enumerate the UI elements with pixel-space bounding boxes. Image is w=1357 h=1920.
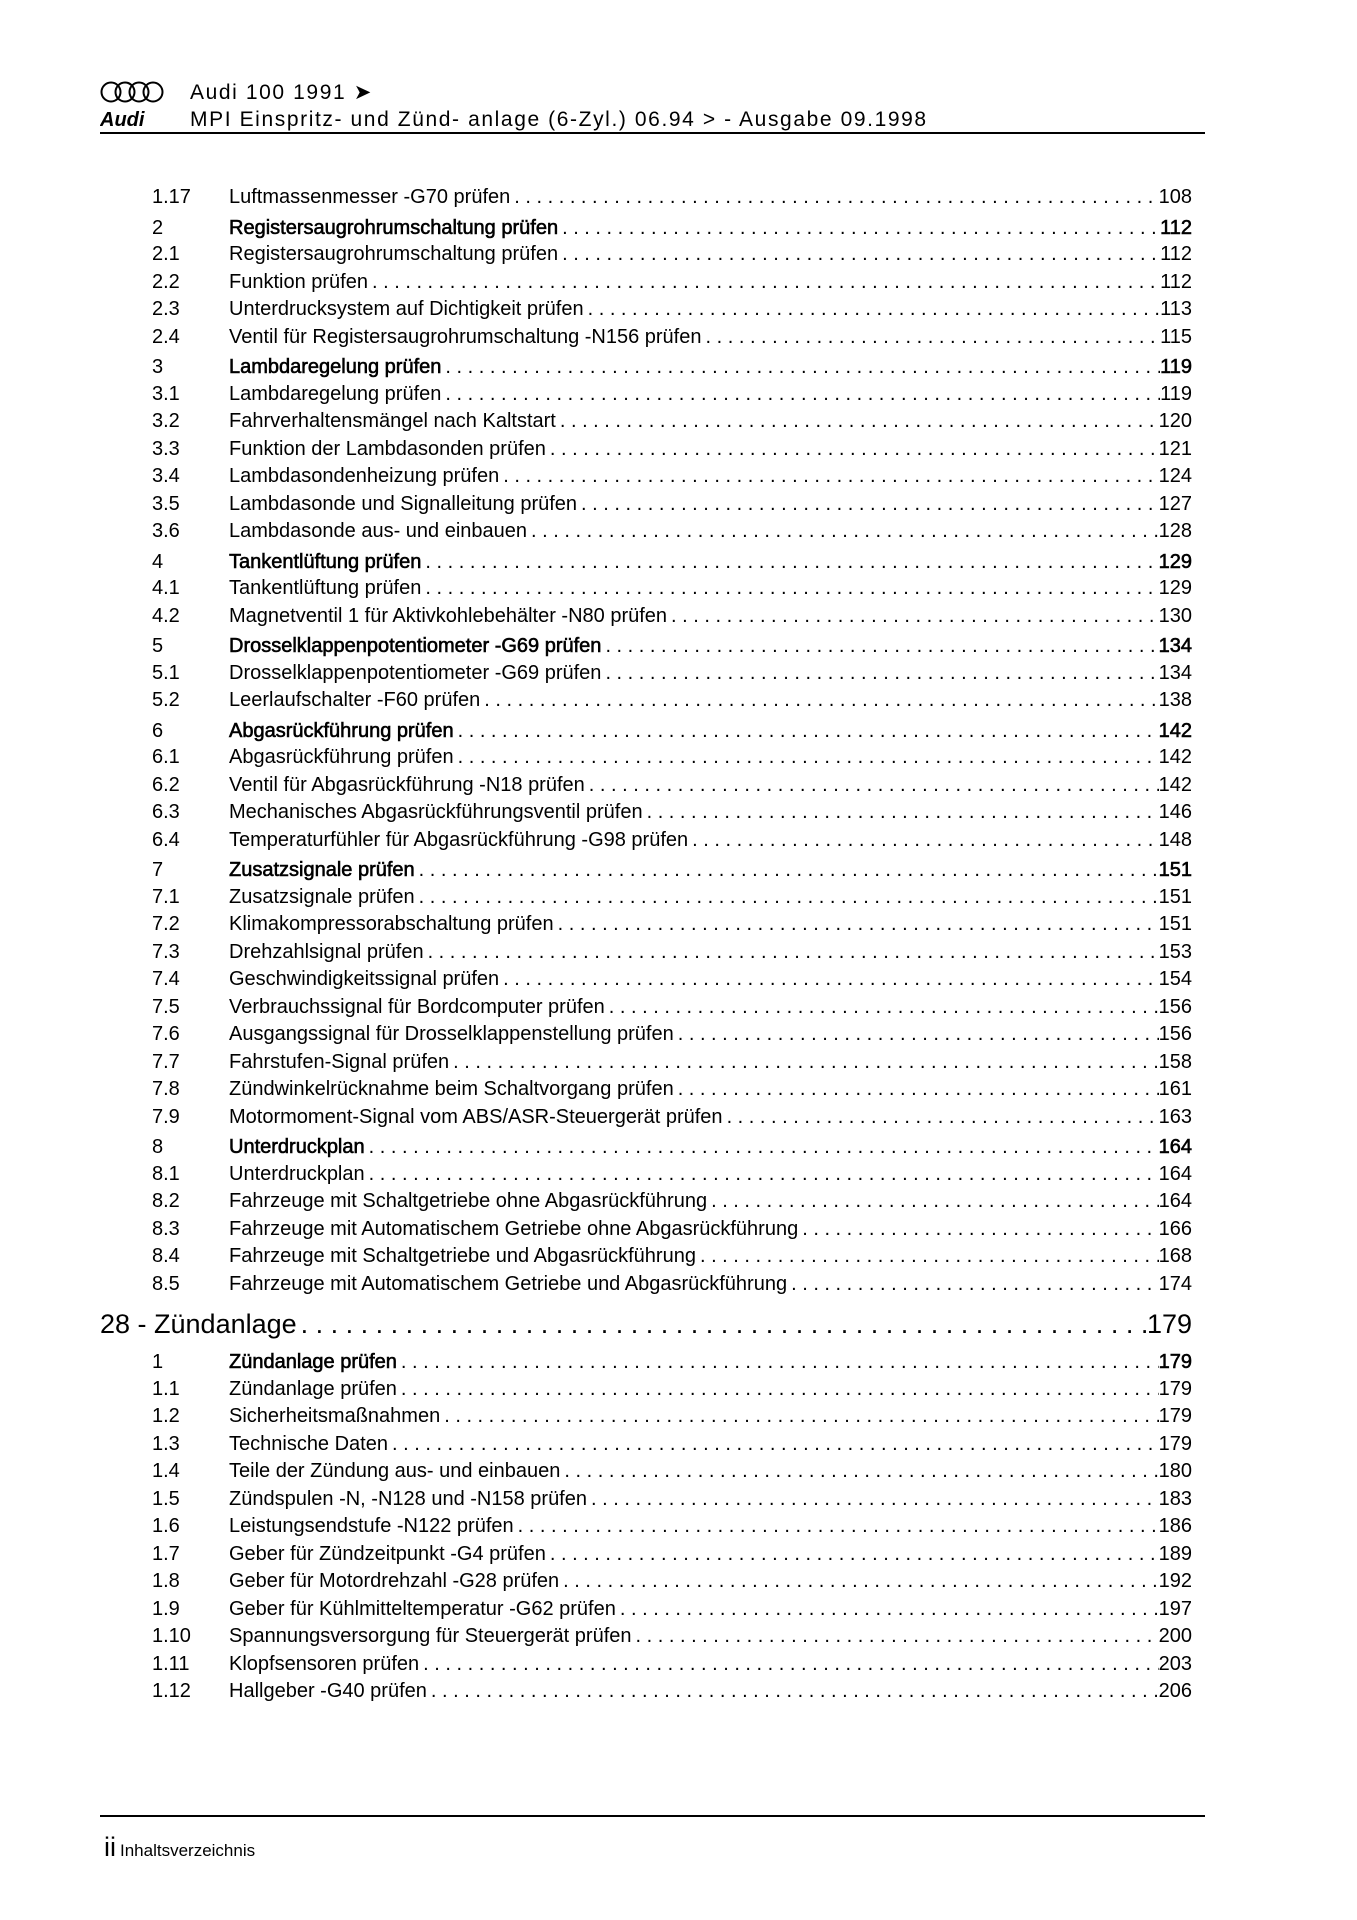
toc-dot-leader bbox=[301, 1298, 1147, 1350]
toc-dot-leader bbox=[503, 966, 1158, 994]
toc-dot-leader bbox=[425, 575, 1158, 603]
toc-dot-leader bbox=[563, 1568, 1158, 1596]
toc-number: 7.8 bbox=[152, 1078, 180, 1100]
toc-dot-leader bbox=[671, 603, 1159, 631]
toc-page-number: 115 bbox=[1160, 325, 1192, 348]
toc-number: 4.2 bbox=[152, 604, 180, 627]
toc-dot-leader bbox=[550, 1541, 1159, 1569]
toc-title: Motormoment-Signal vom ABS/ASR-Steuergerät prüfen bbox=[229, 1105, 723, 1128]
toc-dot-leader bbox=[392, 1431, 1159, 1459]
toc-dot-leader bbox=[636, 1623, 1159, 1651]
toc-number: 2.3 bbox=[152, 298, 180, 320]
toc-dot-leader bbox=[700, 1243, 1159, 1271]
toc-row[interactable] bbox=[152, 1403, 1192, 1431]
toc-page-number: 151 bbox=[1158, 885, 1192, 908]
toc-title: Fahrstufen-Signal prüfen bbox=[229, 1050, 450, 1073]
toc-row[interactable] bbox=[152, 1021, 1192, 1049]
toc-dot-leader bbox=[453, 1049, 1158, 1077]
toc-title: Geber für Zündzeitpunkt -G4 prüfen bbox=[229, 1542, 546, 1565]
toc-page-number: 146 bbox=[1158, 801, 1192, 823]
toc-dot-leader bbox=[425, 546, 1158, 578]
toc-number: 3.3 bbox=[152, 437, 180, 460]
toc-row[interactable] bbox=[152, 994, 1192, 1022]
toc-dot-leader bbox=[428, 939, 1159, 967]
toc-number: 1.3 bbox=[152, 1432, 180, 1455]
toc-number: 7.5 bbox=[152, 995, 180, 1018]
toc-section-row[interactable] bbox=[152, 1131, 1192, 1161]
toc-title: Lambdaregelung prüfen bbox=[229, 382, 442, 405]
toc-dot-leader bbox=[419, 854, 1159, 886]
toc-title: Lambdasonde aus- und einbauen bbox=[229, 520, 528, 542]
toc-title: Geber für Kühlmitteltemperatur -G62 prüfen bbox=[229, 1597, 616, 1620]
toc-number: 5 bbox=[152, 635, 164, 657]
toc-dot-leader bbox=[484, 687, 1158, 715]
toc-number: 7.2 bbox=[152, 913, 180, 935]
toc-number: 8.1 bbox=[152, 1162, 180, 1185]
toc-chapter[interactable] bbox=[100, 1298, 1192, 1346]
toc-number: 4.1 bbox=[152, 577, 180, 599]
toc-page-number: 158 bbox=[1158, 1050, 1192, 1073]
toc-title: Funktion prüfen bbox=[229, 270, 368, 293]
toc-title: 28 - Zündanlage bbox=[100, 1309, 297, 1339]
toc-dot-leader bbox=[620, 1596, 1159, 1624]
toc-title: Ausgangssignal für Drosselklappenstellung prüfen bbox=[229, 1023, 674, 1045]
toc-section-row[interactable] bbox=[152, 212, 1192, 242]
toc-page-number: 134 bbox=[1158, 661, 1192, 684]
toc-dot-leader bbox=[419, 884, 1159, 912]
toc-dot-leader bbox=[518, 1513, 1159, 1541]
toc-row[interactable] bbox=[152, 884, 1192, 912]
toc-number: 3.6 bbox=[152, 520, 180, 542]
toc-row[interactable] bbox=[152, 491, 1192, 519]
toc-page-number: 134 bbox=[1158, 635, 1192, 657]
toc-number: 2.4 bbox=[152, 325, 180, 348]
toc-page-number: 142 bbox=[1158, 746, 1192, 768]
toc-page-number: 203 bbox=[1158, 1652, 1192, 1675]
toc-page-number: 153 bbox=[1158, 940, 1192, 963]
toc-row[interactable] bbox=[152, 1431, 1192, 1459]
toc-title: Registersaugrohrumschaltung prüfen bbox=[229, 216, 559, 239]
toc-title: Fahrzeuge mit Schaltgetriebe ohne Abgasrückführung bbox=[229, 1190, 708, 1212]
toc-page-number: 119 bbox=[1160, 382, 1192, 405]
toc-number: 7.3 bbox=[152, 940, 180, 963]
toc-row[interactable] bbox=[152, 772, 1192, 800]
toc-row[interactable] bbox=[152, 1513, 1192, 1541]
toc-row[interactable] bbox=[152, 296, 1192, 324]
toc-title: Lambdasondenheizung prüfen bbox=[229, 465, 500, 487]
toc-dot-leader bbox=[588, 296, 1161, 324]
toc-page-number: 151 bbox=[1158, 913, 1192, 935]
toc-dot-leader bbox=[369, 1131, 1159, 1163]
toc-title: Unterdrucksystem auf Dichtigkeit prüfen bbox=[229, 298, 584, 320]
toc-row[interactable] bbox=[152, 827, 1192, 855]
toc-title: Zusatzsignale prüfen bbox=[229, 885, 415, 908]
toc-dot-leader bbox=[458, 744, 1159, 772]
toc-dot-leader bbox=[711, 1188, 1159, 1216]
toc-number: 2.2 bbox=[152, 270, 180, 293]
toc-page-number: 129 bbox=[1158, 550, 1192, 573]
toc-title: Lambdasonde und Signalleitung prüfen bbox=[229, 492, 578, 515]
toc-title: Fahrzeuge mit Automatischem Getriebe ohne Abgasrückführung bbox=[229, 1217, 799, 1240]
toc-page-number: 206 bbox=[1158, 1680, 1192, 1702]
toc-page-number: 112 bbox=[1160, 216, 1192, 239]
toc-title: Klimakompressorabschaltung prüfen bbox=[229, 913, 554, 935]
toc-dot-leader bbox=[401, 1346, 1159, 1378]
toc-title: Fahrzeuge mit Automatischem Getriebe und Abgasrückführung bbox=[229, 1272, 788, 1295]
toc-page-number: 112 bbox=[1160, 243, 1192, 265]
toc-section-row[interactable] bbox=[152, 630, 1192, 660]
toc-number: 2 bbox=[152, 216, 164, 239]
toc-row[interactable] bbox=[152, 1076, 1192, 1104]
toc-page-number: 121 bbox=[1158, 437, 1192, 460]
toc-page-number: 119 bbox=[1160, 356, 1192, 378]
toc-page-number: 179 bbox=[1146, 1309, 1192, 1339]
toc-page-number: 142 bbox=[1158, 719, 1192, 742]
toc-page-number: 127 bbox=[1158, 492, 1192, 515]
toc-number: 8.3 bbox=[152, 1217, 180, 1240]
toc-dot-leader bbox=[605, 630, 1158, 662]
toc-dot-leader bbox=[514, 184, 1158, 212]
toc-row[interactable] bbox=[152, 1568, 1192, 1596]
toc-number: 3.4 bbox=[152, 465, 180, 487]
toc-number: 1.11 bbox=[152, 1652, 190, 1675]
toc-page-number: 154 bbox=[1158, 968, 1192, 990]
toc-page-number: 151 bbox=[1158, 859, 1192, 881]
toc-title: Zündanlage prüfen bbox=[229, 1351, 397, 1373]
toc-section-row[interactable] bbox=[152, 1346, 1192, 1376]
toc-row[interactable] bbox=[152, 463, 1192, 491]
toc-dot-leader bbox=[791, 1271, 1159, 1299]
toc-dot-leader bbox=[609, 994, 1159, 1022]
toc-page-number: 113 bbox=[1160, 298, 1192, 320]
toc-row[interactable] bbox=[152, 799, 1192, 827]
toc-dot-leader bbox=[531, 518, 1159, 546]
toc-row[interactable] bbox=[152, 1486, 1192, 1514]
toc-title: Fahrzeuge mit Schaltgetriebe und Abgasrückführung bbox=[229, 1245, 696, 1267]
toc-page-number: 128 bbox=[1158, 520, 1192, 542]
toc-dot-leader bbox=[605, 660, 1158, 688]
toc-number: 3 bbox=[152, 356, 164, 378]
toc-page-number: 166 bbox=[1158, 1217, 1192, 1240]
toc-row[interactable] bbox=[152, 269, 1192, 297]
toc-dot-leader bbox=[445, 381, 1160, 409]
toc-section-row[interactable] bbox=[152, 715, 1192, 745]
toc-dot-leader bbox=[562, 241, 1160, 269]
toc-row[interactable] bbox=[152, 1541, 1192, 1569]
toc-row[interactable] bbox=[152, 241, 1192, 269]
toc-number: 1.8 bbox=[152, 1570, 180, 1592]
toc-number: 7.4 bbox=[152, 968, 180, 990]
toc-title: Ventil für Abgasrückführung -N18 prüfen bbox=[229, 773, 585, 796]
toc-title: Funktion der Lambdasonden prüfen bbox=[229, 437, 546, 460]
toc-dot-leader bbox=[445, 351, 1160, 383]
toc-page-number: 129 bbox=[1158, 577, 1192, 599]
toc-title: Magnetventil 1 für Aktivkohlebehälter -N80 prüfen bbox=[229, 604, 668, 627]
toc-page-number: 180 bbox=[1158, 1460, 1192, 1482]
toc-dot-leader bbox=[560, 408, 1159, 436]
toc-dot-leader bbox=[401, 1376, 1159, 1404]
toc-dot-leader bbox=[802, 1216, 1158, 1244]
toc-dot-leader bbox=[581, 491, 1159, 519]
toc-number: 1.4 bbox=[152, 1460, 180, 1482]
toc-title: Technische Daten bbox=[229, 1432, 388, 1455]
toc-page-number: 168 bbox=[1158, 1245, 1192, 1267]
footer-divider bbox=[100, 1815, 1205, 1817]
toc-page-number: 148 bbox=[1158, 828, 1192, 851]
toc-title: Sicherheitsmaßnahmen bbox=[229, 1405, 441, 1427]
toc-row[interactable] bbox=[152, 184, 1192, 212]
toc-dot-leader bbox=[692, 827, 1158, 855]
toc-dot-leader bbox=[647, 799, 1159, 827]
toc-number: 1.2 bbox=[152, 1405, 180, 1427]
toc-number: 8.4 bbox=[152, 1245, 180, 1267]
toc-title: Tankentlüftung prüfen bbox=[229, 577, 422, 599]
toc-page-number: 179 bbox=[1158, 1351, 1192, 1373]
toc-dot-leader bbox=[591, 1486, 1159, 1514]
toc-title: Luftmassenmesser -G70 prüfen bbox=[229, 186, 511, 208]
toc-page-number: 124 bbox=[1158, 465, 1192, 487]
toc-page-number: 179 bbox=[1158, 1377, 1192, 1400]
toc-page-number: 197 bbox=[1158, 1597, 1192, 1620]
toc-title: Zündwinkelrücknahme beim Schaltvorgang prüfen bbox=[229, 1078, 674, 1100]
page-header bbox=[100, 78, 1205, 134]
toc-row[interactable] bbox=[152, 966, 1192, 994]
toc-number: 1.10 bbox=[152, 1625, 191, 1647]
toc-dot-leader bbox=[678, 1076, 1159, 1104]
toc-title: Zusatzsignale prüfen bbox=[229, 859, 415, 881]
toc-dot-leader bbox=[705, 324, 1160, 352]
toc-row[interactable] bbox=[152, 1161, 1192, 1189]
toc-page-number: 108 bbox=[1158, 186, 1192, 208]
toc-number: 4 bbox=[152, 550, 164, 573]
toc-number: 1.7 bbox=[152, 1542, 180, 1565]
header-title: Audi 100 1991 ➤ bbox=[190, 81, 373, 104]
toc-number: 6.4 bbox=[152, 828, 180, 851]
toc-number: 7.7 bbox=[152, 1050, 180, 1073]
toc-section-row[interactable] bbox=[152, 546, 1192, 576]
toc-page-number: 164 bbox=[1158, 1136, 1192, 1158]
toc-page-number: 138 bbox=[1158, 689, 1192, 711]
toc-row[interactable] bbox=[152, 603, 1192, 631]
toc-title: Leistungsendstufe -N122 prüfen bbox=[229, 1515, 514, 1537]
toc-page-number: 142 bbox=[1158, 773, 1192, 796]
toc-title: Teile der Zündung aus- und einbauen bbox=[229, 1460, 561, 1482]
toc-row[interactable] bbox=[152, 381, 1192, 409]
toc-dot-leader bbox=[589, 772, 1159, 800]
toc-dot-leader bbox=[369, 1161, 1159, 1189]
toc-title: Klopfsensoren prüfen bbox=[229, 1652, 420, 1675]
toc-title: Hallgeber -G40 prüfen bbox=[229, 1680, 427, 1702]
audi-wordmark-logo bbox=[100, 108, 168, 130]
toc-row[interactable] bbox=[152, 911, 1192, 939]
toc-dot-leader bbox=[423, 1651, 1158, 1679]
toc-title: Unterdruckplan bbox=[229, 1162, 365, 1185]
toc-title: Abgasrückführung prüfen bbox=[229, 719, 454, 742]
audi-rings-logo bbox=[100, 80, 164, 104]
toc-dot-leader bbox=[431, 1678, 1159, 1706]
toc-dot-leader bbox=[372, 269, 1160, 297]
toc-title: Registersaugrohrumschaltung prüfen bbox=[229, 243, 559, 265]
toc-number: 7.9 bbox=[152, 1105, 180, 1128]
toc-row[interactable] bbox=[152, 1049, 1192, 1077]
toc-title: Temperaturfühler für Abgasrückführung -G98 prüfen bbox=[229, 828, 689, 851]
toc-number: 8 bbox=[152, 1136, 164, 1158]
toc-page-number: 183 bbox=[1158, 1487, 1192, 1510]
toc-number: 3.2 bbox=[152, 410, 180, 432]
toc-row[interactable] bbox=[152, 744, 1192, 772]
footer-page-number: ii bbox=[104, 1832, 116, 1862]
toc-page-number: 200 bbox=[1158, 1625, 1192, 1647]
toc-page-number: 174 bbox=[1158, 1272, 1192, 1295]
toc-number: 6.3 bbox=[152, 801, 180, 823]
toc-section-row[interactable] bbox=[152, 351, 1192, 381]
toc-number: 3.1 bbox=[152, 382, 180, 405]
toc-page-number: 156 bbox=[1158, 995, 1192, 1018]
toc-row[interactable] bbox=[152, 1678, 1192, 1706]
toc-page-number: 189 bbox=[1158, 1542, 1192, 1565]
toc-dot-leader bbox=[564, 1458, 1158, 1486]
toc-number: 2.1 bbox=[152, 243, 180, 265]
toc-title: Tankentlüftung prüfen bbox=[229, 550, 422, 573]
toc-number: 1.5 bbox=[152, 1487, 180, 1510]
toc-number: 5.2 bbox=[152, 689, 180, 711]
toc-row[interactable] bbox=[152, 324, 1192, 352]
toc-number: 7 bbox=[152, 859, 164, 881]
toc-row[interactable] bbox=[152, 1243, 1192, 1271]
toc-row[interactable] bbox=[152, 575, 1192, 603]
toc-page-number: 179 bbox=[1158, 1405, 1192, 1427]
toc-title: Mechanisches Abgasrückführungsventil prüfen bbox=[229, 801, 643, 823]
toc-row[interactable] bbox=[152, 687, 1192, 715]
toc-number: 1.17 bbox=[152, 186, 191, 208]
toc-title: Drehzahlsignal prüfen bbox=[229, 940, 424, 963]
toc-title: Verbrauchssignal für Bordcomputer prüfen bbox=[229, 995, 605, 1018]
toc-row[interactable] bbox=[152, 1104, 1192, 1132]
toc-row[interactable] bbox=[152, 1651, 1192, 1679]
toc-page-number: 163 bbox=[1158, 1105, 1192, 1128]
toc-number: 7.6 bbox=[152, 1023, 180, 1045]
toc-dot-leader bbox=[727, 1104, 1159, 1132]
toc-title: Lambdaregelung prüfen bbox=[229, 356, 442, 378]
toc-title: Zündanlage prüfen bbox=[229, 1377, 397, 1400]
toc-page-number: 164 bbox=[1158, 1190, 1192, 1212]
toc-row[interactable] bbox=[152, 1376, 1192, 1404]
toc-title: Drosselklappenpotentiometer -G69 prüfen bbox=[229, 661, 602, 684]
toc-number: 8.2 bbox=[152, 1190, 180, 1212]
header-subtitle: MPI Einspritz- und Zünd- anlage (6-Zyl.) 06.94 > - Ausgabe 09.1998 bbox=[190, 108, 928, 131]
toc-title: Spannungsversorgung für Steuergerät prüfen bbox=[229, 1625, 632, 1647]
toc-dot-leader bbox=[444, 1403, 1158, 1431]
toc-row[interactable] bbox=[152, 1623, 1192, 1651]
toc-page-number: 112 bbox=[1160, 270, 1192, 293]
toc-number: 6.2 bbox=[152, 773, 180, 796]
toc-page-number: 186 bbox=[1158, 1515, 1192, 1537]
toc-row[interactable] bbox=[152, 436, 1192, 464]
toc-title: Geschwindigkeitssignal prüfen bbox=[229, 968, 500, 990]
toc-dot-leader bbox=[562, 212, 1160, 244]
toc-page-number: 161 bbox=[1158, 1078, 1192, 1100]
toc-title: Fahrverhaltensmängel nach Kaltstart bbox=[229, 410, 556, 432]
toc-row[interactable] bbox=[152, 1596, 1192, 1624]
toc-row[interactable] bbox=[152, 518, 1192, 546]
toc-number: 3.5 bbox=[152, 492, 180, 515]
toc-title: Abgasrückführung prüfen bbox=[229, 746, 454, 768]
toc-page-number: 156 bbox=[1158, 1023, 1192, 1045]
toc-number: 6.1 bbox=[152, 746, 180, 768]
toc-row[interactable] bbox=[152, 408, 1192, 436]
table-of-contents bbox=[100, 184, 1192, 1706]
toc-dot-leader bbox=[550, 436, 1159, 464]
toc-number: 5.1 bbox=[152, 661, 180, 684]
toc-row[interactable] bbox=[152, 1458, 1192, 1486]
page-footer bbox=[104, 1832, 255, 1863]
toc-number: 1.1 bbox=[152, 1377, 180, 1400]
toc-number: 8.5 bbox=[152, 1272, 180, 1295]
toc-page-number: 120 bbox=[1158, 410, 1192, 432]
toc-row[interactable] bbox=[152, 660, 1192, 688]
toc-number: 1 bbox=[152, 1351, 164, 1373]
toc-page-number: 192 bbox=[1158, 1570, 1192, 1592]
toc-number: 6 bbox=[152, 719, 164, 742]
toc-title: Drosselklappenpotentiometer -G69 prüfen bbox=[229, 635, 602, 657]
toc-title: Leerlaufschalter -F60 prüfen bbox=[229, 689, 481, 711]
toc-section-row[interactable] bbox=[152, 854, 1192, 884]
toc-number: 1.12 bbox=[152, 1680, 191, 1702]
toc-dot-leader bbox=[503, 463, 1158, 491]
audi-wordmark-text: Audi bbox=[100, 109, 145, 130]
toc-row[interactable] bbox=[152, 1216, 1192, 1244]
toc-number: 1.6 bbox=[152, 1515, 180, 1537]
header-divider bbox=[100, 132, 1205, 134]
toc-title: Ventil für Registersaugrohrumschaltung -N156 prüfen bbox=[229, 325, 702, 348]
toc-page-number: 164 bbox=[1158, 1162, 1192, 1185]
toc-title: Geber für Motordrehzahl -G28 prüfen bbox=[229, 1570, 560, 1592]
toc-title: Zündspulen -N, -N128 und -N158 prüfen bbox=[229, 1487, 587, 1510]
toc-dot-leader bbox=[458, 715, 1159, 747]
toc-title: Unterdruckplan bbox=[229, 1136, 365, 1158]
toc-page-number: 130 bbox=[1158, 604, 1192, 627]
toc-row[interactable] bbox=[152, 1188, 1192, 1216]
toc-dot-leader bbox=[558, 911, 1159, 939]
footer-label: Inhaltsverzeichnis bbox=[120, 1841, 256, 1860]
toc-row[interactable] bbox=[152, 1271, 1192, 1299]
toc-number: 1.9 bbox=[152, 1597, 180, 1620]
toc-number: 7.1 bbox=[152, 885, 180, 908]
toc-dot-leader bbox=[678, 1021, 1159, 1049]
toc-page-number: 179 bbox=[1158, 1432, 1192, 1455]
toc-row[interactable] bbox=[152, 939, 1192, 967]
